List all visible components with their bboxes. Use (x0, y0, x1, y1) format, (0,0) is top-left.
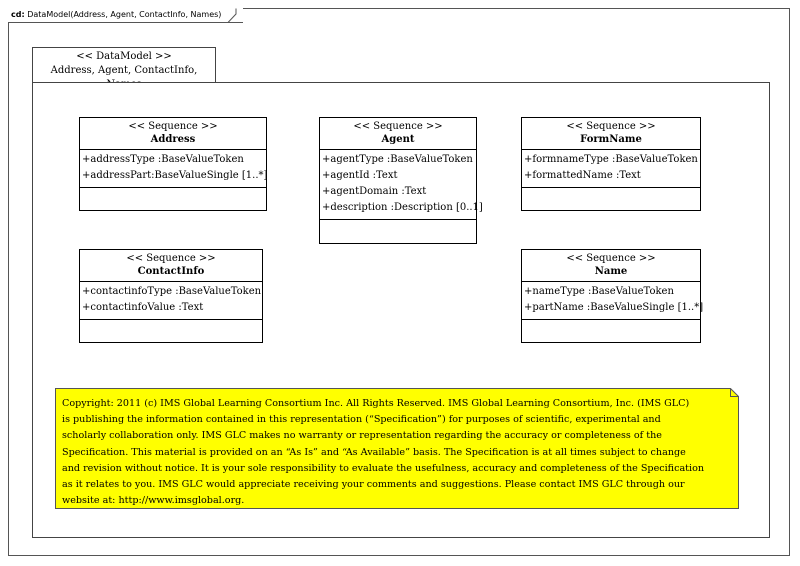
class-header (320, 118, 476, 150)
frame-title: DataModel(Address, Agent, ContactInfo, Names) (27, 10, 222, 19)
class-agent[interactable] (319, 117, 483, 244)
class-header (522, 250, 700, 282)
class-attributes (80, 282, 262, 320)
class-attribute: +addressPart:BaseValueSingle [1..*] (82, 170, 268, 181)
class-attribute: +contactinfoType :BaseValueToken (82, 286, 262, 297)
copyright-note[interactable] (55, 388, 739, 509)
class-attribute: +formattedName :Text (524, 170, 641, 181)
class-formname[interactable] (521, 117, 701, 211)
class-stereotype: << Sequence >> (566, 121, 656, 132)
class-attributes (320, 150, 483, 220)
class-header (80, 250, 262, 282)
class-attributes (522, 282, 704, 320)
class-attribute: +formnameType :BaseValueToken (524, 154, 698, 165)
class-attributes (522, 150, 700, 188)
class-header (80, 118, 266, 150)
class-stereotype: << Sequence >> (126, 253, 216, 264)
class-attribute: +agentDomain :Text (322, 186, 427, 197)
class-header (522, 118, 700, 150)
package-tab (32, 47, 216, 83)
class-name: FormName (580, 134, 642, 145)
package-stereotype: << DataModel >> (76, 51, 172, 62)
class-stereotype: << Sequence >> (353, 121, 443, 132)
class-name: Name (594, 266, 628, 277)
class-attributes (80, 150, 266, 188)
class-name: Address (150, 134, 196, 145)
class-contactinfo[interactable] (79, 249, 263, 343)
class-name: Agent (381, 134, 415, 145)
class-attribute: +agentType :BaseValueToken (322, 154, 473, 165)
package-name: Address, Agent, ContactInfo, (50, 65, 198, 76)
class-address[interactable] (79, 117, 267, 211)
class-stereotype: << Sequence >> (566, 253, 656, 264)
class-attribute: +description :Description [0..1] (322, 202, 483, 213)
class-name-box[interactable] (521, 249, 704, 343)
class-attribute: +agentId :Text (322, 170, 398, 181)
note-text: Copyright: 2011 (c) IMS Global Learning Consortium Inc. All Rights Reserved. IMS Global Learning Consortium, Inc. (IMS GLC) is publishing the information contained in this representation (“Specification”) for purposes of scientific, experimental and scholarly collaboration only. IMS GLC makes no warranty or representation regarding the accuracy or completeness of the Specification. This material is provided on an “As Is” and “As Available” basis. The Specification is at all times subject to change and revision without notice. It is your sole responsibility to evaluate the usefulness, accuracy and completeness of the Specification as it relates to you. IMS GLC would appreciate receiving your comments and suggestions. Please contact IMS GLC through our website at: http://www.imsglobal.org. (62, 398, 705, 507)
class-attribute: +nameType :BaseValueToken (524, 286, 674, 297)
class-attribute: +addressType :BaseValueToken (82, 154, 244, 165)
class-attribute: +partName :BaseValueSingle [1..*] (524, 302, 704, 313)
class-stereotype: << Sequence >> (128, 121, 218, 132)
frame-tab-outline (0, 8, 240, 24)
class-attribute: +contactinfoValue :Text (82, 302, 204, 313)
class-name: ContactInfo (137, 266, 205, 277)
frame-kind: cd: (11, 10, 25, 19)
